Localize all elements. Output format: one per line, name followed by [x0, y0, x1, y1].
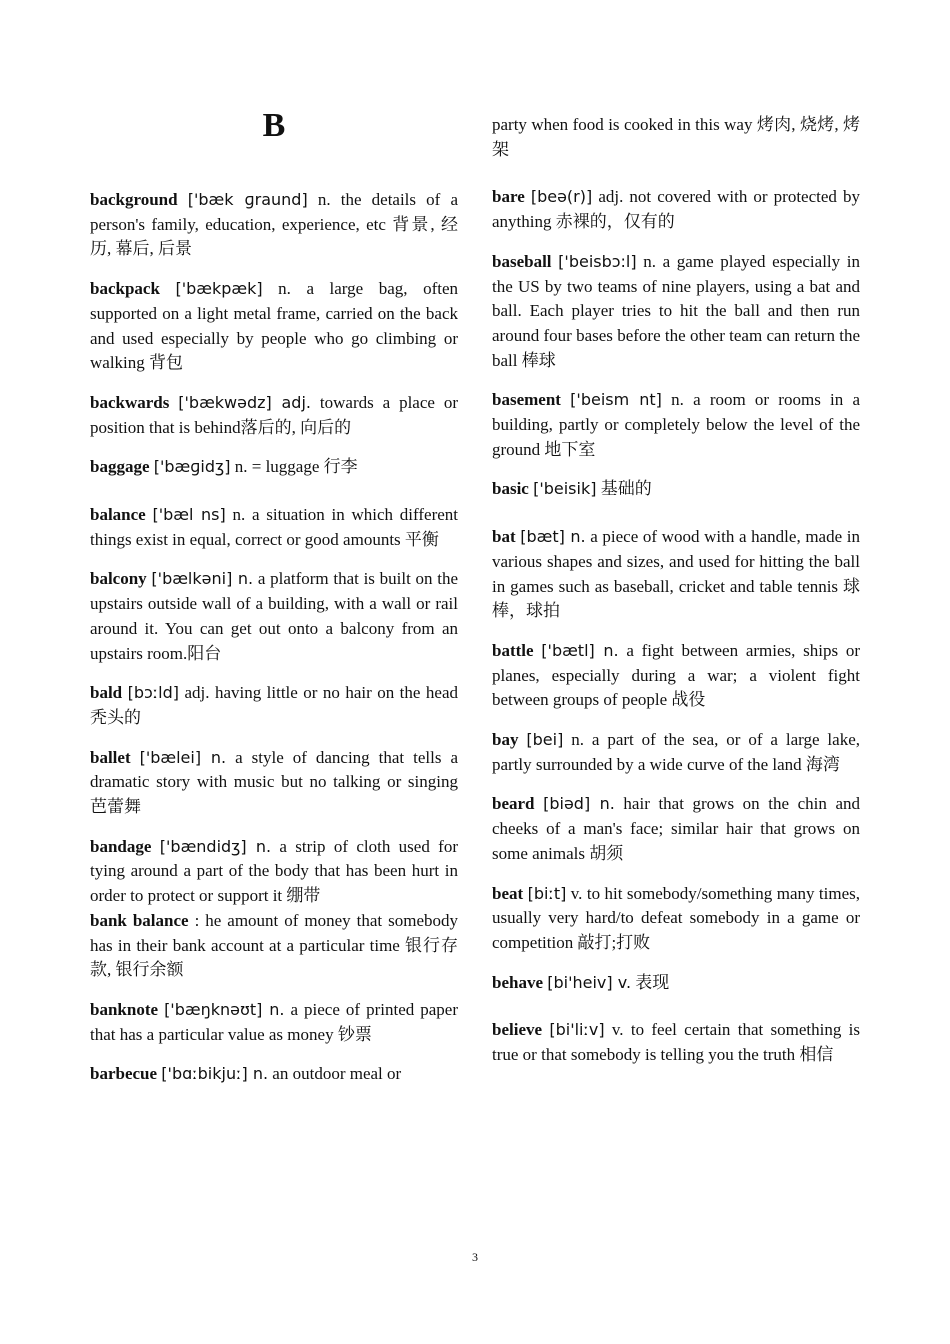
entry-pronunciation: [bɔːld] [127, 683, 180, 703]
dictionary-entry [492, 971, 860, 996]
entry-headword: bandage [90, 836, 152, 856]
entry-pronunciation: [bei] [526, 730, 564, 750]
dictionary-entry [492, 477, 860, 502]
dictionary-entry [492, 792, 860, 866]
entry-definition: v. to feel certain that something is true or that somebody is telling you the truth 相信 [492, 1020, 861, 1065]
entry-definition: an outdoor meal or [268, 1064, 402, 1084]
dictionary-entry [492, 113, 860, 162]
entry-definition: adj. having little or no hair on the head 秃头的 [90, 683, 458, 727]
dictionary-entry [90, 503, 458, 552]
entry-headword: bat [492, 527, 516, 547]
entry-headword: believe [492, 1020, 543, 1040]
entry-headword: balance [90, 505, 146, 525]
entry-definition: adj. not covered with or protected by anything 赤裸的，仅有的 [492, 187, 861, 232]
dictionary-entry [492, 882, 860, 956]
entry-headword: backwards [90, 392, 170, 412]
entry-pronunciation: ['bætl] n. [541, 640, 619, 660]
entry-headword: baseball [492, 251, 552, 271]
entry-headword: basic [492, 479, 529, 499]
entry-definition: n. = luggage 行李 [230, 457, 358, 477]
entry-pronunciation: ['beisbɔ:l] [558, 251, 637, 271]
dictionary-entry [90, 455, 458, 480]
dictionary-entry [90, 567, 458, 666]
entry-pronunciation: ['beisik] [533, 479, 597, 499]
dictionary-entry [492, 525, 860, 624]
entry-pronunciation: [beə(r)] [530, 187, 593, 207]
entry-definition: hair that grows on the chin and cheeks of a man's face; similar hair that grows on some animals 胡须 [492, 794, 861, 863]
section-letter: B [262, 107, 286, 144]
entry-definition: a piece of printed paper that has a particular value as money 钞票 [90, 999, 459, 1044]
entry-pronunciation: ['bæl ns] [152, 505, 226, 525]
entry-definition: n. the details of a person's family, education, experience, etc 背景, 经历, 幕后, 后景 [90, 190, 459, 259]
entry-pronunciation: ['bɑːbikjuː] n. [161, 1064, 269, 1084]
dictionary-entry [492, 639, 860, 713]
entry-definition: n. a room or rooms in a building, partly or completely below the level of the ground 地下室 [492, 390, 861, 459]
entry-headword: behave [492, 972, 543, 992]
dictionary-entry [90, 681, 458, 730]
entry-definition: 表现 [631, 972, 670, 992]
dictionary-entry [90, 391, 458, 440]
entry-pronunciation: ['bæk ɡraund] [187, 190, 308, 209]
entry-definition: : he amount of money that somebody has in their bank account at a particular time 银行存款, 银行余额 [90, 910, 458, 980]
entry-headword: beat [492, 883, 524, 903]
entry-pronunciation: [biːt] [527, 883, 567, 903]
dictionary-entry [492, 250, 860, 374]
dictionary-entry [492, 388, 860, 462]
entry-definition: a style of dancing that tells a dramatic story with music but no talking or singing 芭蕾舞 [90, 747, 458, 817]
page-number: 3 [472, 1250, 478, 1264]
entry-headword: bay [492, 730, 519, 750]
entry-headword: ballet [90, 747, 131, 767]
entry-pronunciation: ['bændidʒ] n. [159, 836, 272, 856]
entry-headword: basement [492, 390, 561, 410]
dictionary-entry [90, 909, 458, 983]
entry-headword: bare [492, 187, 525, 207]
entry-pronunciation: ['bæɡidʒ] [153, 457, 231, 477]
entry-headword: bank balance [90, 910, 189, 930]
entry-definition: n. a part of the sea, or of a large lake, partly surrounded by a wide curve of the land 海湾 [492, 730, 860, 774]
entry-definition: towards a place or position that is behind落后的, 向后的 [90, 392, 459, 437]
dictionary-entry [492, 185, 860, 234]
entry-headword: battle [492, 640, 534, 660]
entry-headword: bald [90, 683, 123, 703]
entry-pronunciation: ['bælei] n. [139, 747, 227, 767]
entry-headword: backpack [90, 279, 160, 299]
right-column [492, 113, 860, 1068]
entry-headword: background [90, 190, 178, 209]
entry-definition: a strip of cloth used for tying around a part of the body that has been hurt in order to protect or support it 绷带 [90, 836, 459, 906]
entry-definition: n. a situation in which different things exist in equal, correct or good amounts 平衡 [90, 505, 458, 549]
entry-pronunciation: ['bækwədz] adj. [178, 392, 311, 412]
entry-definition: a piece of wood with a handle, made in various shapes and sizes, and used for hitting the ball in games such as baseball, cricket and table tennis 球棒，球拍 [492, 527, 861, 621]
entry-headword: baggage [90, 457, 150, 477]
dictionary-entry [90, 277, 458, 376]
entry-pronunciation: ['beism nt] [570, 390, 662, 410]
entry-headword: banknote [90, 999, 159, 1019]
entry-pronunciation: [bi'liːv] [549, 1020, 605, 1040]
entry-headword: balcony [90, 569, 147, 589]
entry-definition: n. a large bag, often supported on a light metal frame, carried on the back and used especially by people who go climbing or walking 背包 [90, 279, 458, 373]
dictionary-entry [492, 728, 860, 777]
entry-pronunciation: [biəd] n. [543, 794, 615, 814]
entry-definition: a platform that is built on the upstairs outside wall of a building, with a wall or rail around it. You can get out onto a balcony from an upstairs room.阳台 [90, 569, 459, 663]
entry-definition: a fight between armies, ships or planes, especially during a war; a violent fight between groups of people 战役 [492, 640, 861, 710]
dictionary-entry [90, 746, 458, 820]
dictionary-entry [90, 835, 458, 909]
entry-definition: n. a game played especially in the US by two teams of nine players, using a bat and ball. Each player tries to hit the ball and then run around four bases before the other team can return the ball 棒球 [492, 251, 861, 370]
left-column [90, 188, 458, 1087]
entry-headword: barbecue [90, 1064, 158, 1084]
entry-pronunciation: ['bælkəni] n. [151, 569, 254, 589]
entry-pronunciation: [bæt] n. [520, 527, 586, 547]
dictionary-entry [90, 188, 458, 262]
entry-pronunciation: ['bæŋknəʊt] n. [164, 999, 285, 1019]
entry-definition: 基础的 [596, 479, 652, 499]
dictionary-entry [90, 998, 458, 1047]
entry-headword: beard [492, 794, 535, 814]
dictionary-entry [90, 1062, 458, 1087]
entry-definition: v. to hit somebody/something many times, usually very hard/to defeat somebody in a game or competition 敲打;打败 [492, 883, 861, 952]
entry-pronunciation: [bi'heiv] v. [547, 972, 632, 992]
entry-pronunciation: ['bækpæk] [175, 279, 263, 299]
dictionary-entry [492, 1018, 860, 1067]
entry-definition: party when food is cooked in this way 烤肉, 烧烤, 烤架 [492, 115, 860, 159]
